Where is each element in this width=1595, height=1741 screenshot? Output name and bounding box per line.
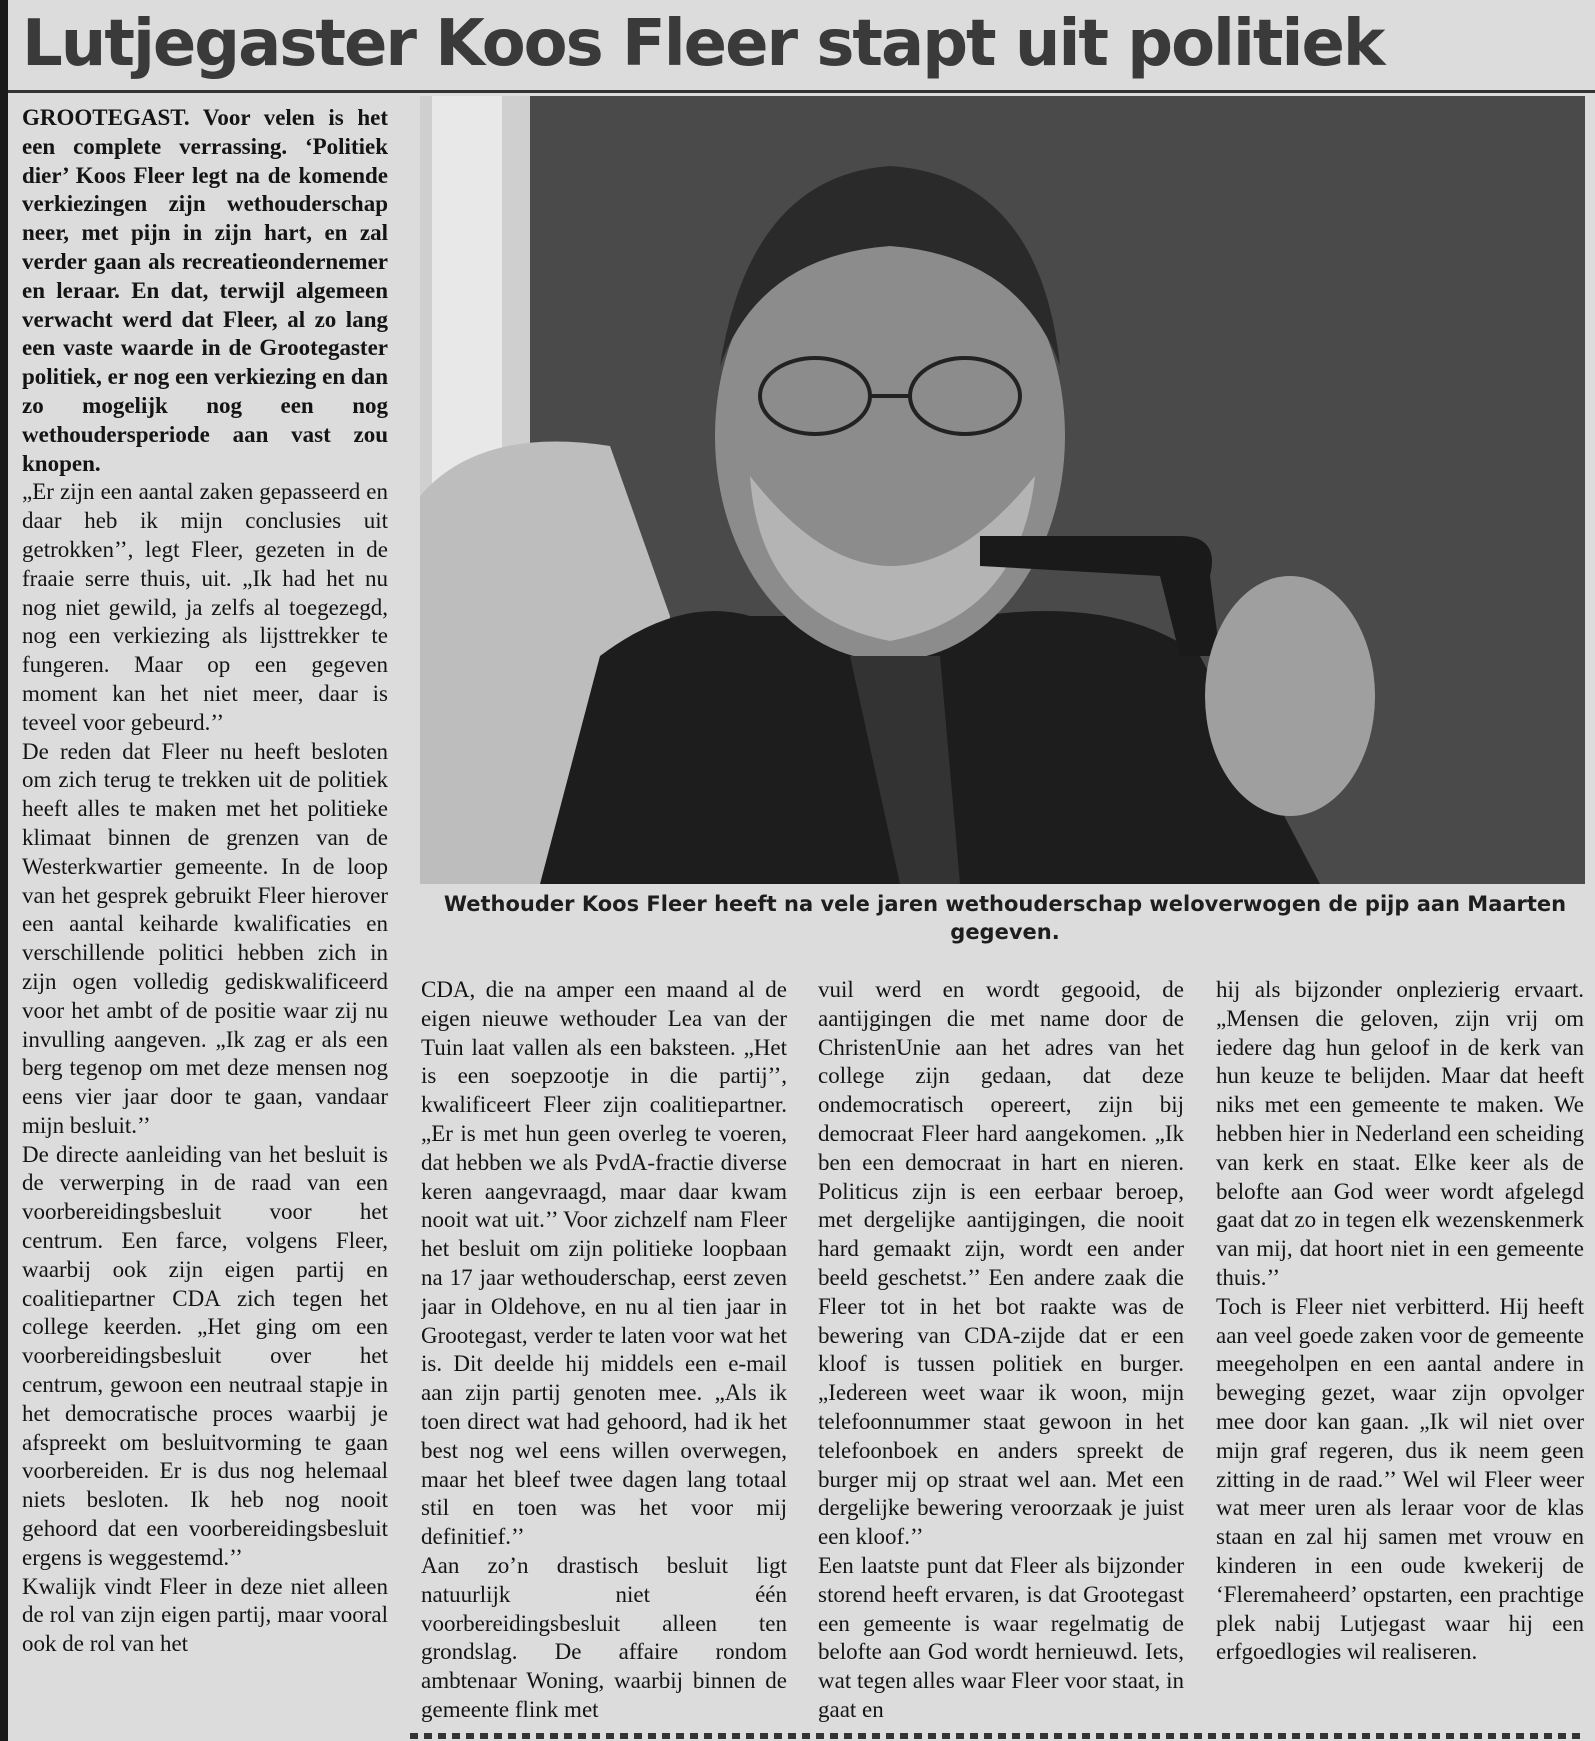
bottom-dotted-rule	[410, 1733, 1585, 1739]
headline: Lutjegaster Koos Fleer stapt uit politiek	[22, 7, 1384, 81]
paragraph: De reden dat Fleer nu heeft besloten om zich terug te trekken uit de politiek heeft alles te maken met het politieke klimaat binnen de grenzen van de Westerkwartier gemeente. In de loop van het gesprek gebruikt Fleer hierover een aantal keiharde kwalificaties en verschillende politici hebben zich in zijn ogen volledig gediskwalificeerd voor het ambt of de positie waar zij nu invulling aangeven. „Ik zag er als een berg tegenop om met deze mensen nog eens vier jaar door te gaan, vandaar mijn besluit.’’	[22, 738, 388, 1138]
paragraph: Toch is Fleer niet verbitterd. Hij heeft aan veel goede zaken voor de gemeente meegeholpen en een aantal andere in beweging gezet, waar zijn opvolger mee door kan gaan. „Ik wil niet over mijn graf regeren, dus ik neem geen zitting in de raad.’’ Wel wil Fleer weer wat meer uren als leraar voor de klas staan en zal hij samen met vrouw en kinderen in een oude kwekerij de ‘Fleremaheerd’ opstarten, een prachtige plek nabij Lutjegast waar hij een erfgoedlogies wil realiseren.	[1216, 1293, 1584, 1665]
paragraph: hij als bijzonder onplezierig ervaart. „Mensen die geloven, zijn vrij om iedere dag hun geloof in de kerk van hun keuze te belijden. Maar dat heeft niks met een gemeente te maken. We hebben hier in Nederland een scheiding van kerk en staat. Elke keer als de belofte aan God weer wordt afgelegd gaat dat zo in tegen elk wezenskenmerk van mij, dat hoort niet in een gemeente thuis.’’	[1216, 977, 1584, 1290]
paragraph: Kwalijk vindt Fleer in deze niet alleen de rol van zijn eigen partij, maar vooral ook de rol van het	[22, 1573, 388, 1657]
portrait-photo	[420, 96, 1585, 884]
scan-border	[0, 0, 8, 1741]
article-column-3	[818, 976, 1184, 1736]
photo-caption: Wethouder Koos Fleer heeft na vele jaren wethouderschap weloverwogen de pijp aan Maarten gegeven.	[443, 892, 1567, 944]
article-column-1	[22, 104, 388, 1739]
portrait-photo-icon	[420, 96, 1585, 884]
paragraph: Aan zo’n drastisch besluit ligt natuurlijk niet één voorbereidingsbesluit alleen ten grondslag. De affaire rondom ambtenaar Woning, waarbij binnen de gemeente flink met	[421, 1552, 787, 1722]
paragraph: vuil werd en wordt gegooid, de aantijgingen die met name door de ChristenUnie aan het adres van het college zijn gedaan, dat deze ondemocratisch opereert, zijn bij democraat Fleer hard aangekomen. „Ik ben een democraat in hart en nieren. Politicus zijn is een eerbaar beroep, met dergelijke aantijgingen, die nooit hard gemaakt zijn, wordt een ander beeld geschetst.’’ Een andere zaak die Fleer tot in het bot raakte was de bewering van CDA-zijde dat er een kloof is tussen politiek en burger. „Iedereen weet waar ik woon, mijn telefoonnummer staat gewoon in het telefoonboek en anders spreekt de burger mij op straat wel aan. Met een dergelijke bewering veroorzaak je juist een kloof.’’	[818, 977, 1184, 1550]
lead-paragraph: GROOTEGAST. Voor velen is het een complete verrassing. ‘Politiek dier’ Koos Fleer legt na de komende verkiezingen zijn wethouderschap neer, met pijn in zijn hart, en zal verder gaan als recreatieondernemer en leraar. En dat, terwijl algemeen verwacht werd dat Fleer, al zo lang een vaste waarde in de Grootegaster politiek, er nog een verkiezing en dan zo mogelijk nog een nog wethoudersperiode aan vast zou knopen.	[22, 105, 388, 476]
paragraph: „Er zijn een aantal zaken gepasseerd en daar heb ik mijn conclusies uit getrokken’’, legt Fleer, gezeten in de fraaie serre thuis, uit. „Ik had het nu nog niet gewild, ja zelfs al toegezegd, nog een verkiezing als lijsttrekker te fungeren. Maar op een gegeven moment kan het niet meer, daar is teveel voor gebeurd.’’	[22, 479, 388, 735]
article-column-4	[1216, 976, 1584, 1736]
paragraph: Een laatste punt dat Fleer als bijzonder storend heeft ervaren, is dat Grootegast een gemeente is waar regelmatig de belofte aan God wordt hernieuwd. Iets, wat tegen alles waar Fleer voor staat, in gaat en	[818, 1552, 1184, 1722]
paragraph: De directe aanleiding van het besluit is de verwerping in de raad van een voorbereidingsbesluit voor het centrum. Een farce, volgens Fleer, waarbij ook zijn eigen partij en coalitiepartner CDA zich tegen het college keerden. „Het ging om een voorbereidingsbesluit over het centrum, gewoon een neutraal stapje in het democratische proces waarbij je afspreekt om besluitvorming te gaan voorbereiden. Er is dus nog helemaal niets besloten. Ik heb nog nooit gehoord dat een voorbereidingsbesluit ergens is weggestemd.’’	[22, 1141, 388, 1570]
paragraph: CDA, die na amper een maand al de eigen nieuwe wethouder Lea van der Tuin laat vallen als een baksteen. „Het is een soepzootje in die partij’’, kwalificeert Fleer zijn coalitiepartner. „Er is met hun geen overleg te voeren, dat hebben we als PvdA-fractie diverse keren aangevraagd, maar daar kwam nooit wat uit.’’ Voor zichzelf nam Fleer het besluit om zijn politieke loopbaan na 17 jaar wethouderschap, eerst zeven jaar in Oldehove, en nu al tien jaar in Grootegast, verder te laten voor wat het is. Dit deelde hij middels een e-mail aan zijn partij genoten mee. „Als ik toen direct wat had gehoord, had ik het best nog wel eens willen overwegen, maar het bleef twee dagen lang totaal stil en toen was het voor mij definitief.’’	[421, 977, 787, 1550]
article-column-2	[421, 976, 787, 1736]
headline-rule	[8, 90, 1595, 93]
